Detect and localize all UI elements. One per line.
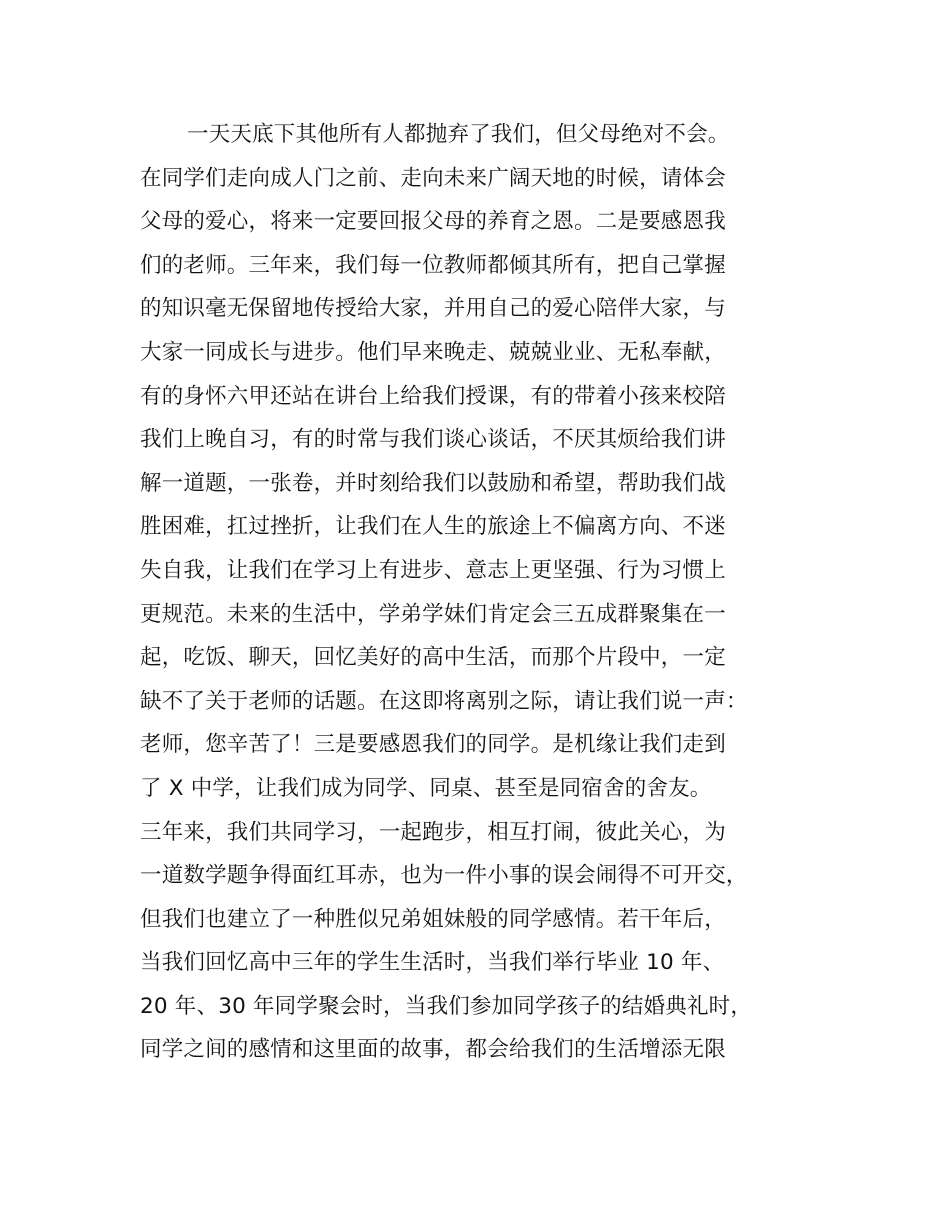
text-line: 当我们回忆高中三年的学生生活时，当我们举行毕业 10 年、 [140,950,725,976]
text-line: 大家一同成长与进步。他们早来晚走、兢兢业业、无私奉献， [140,339,726,365]
text-line: 更规范。未来的生活中，学弟学妹们肯定会三五成群聚集在一 [140,601,726,627]
text-line: 在同学们走向成人门之前、走向未来广阔天地的时候，请体会 [140,165,726,191]
text-line: 一天天底下其他所有人都抛弃了我们，但父母绝对不会。 [187,122,730,147]
text-line: 有的身怀六甲还站在讲台上给我们授课，有的带着小孩来校陪 [140,383,726,409]
text-line: 们的老师。三年来，我们每一位教师都倾其所有，把自己掌握 [140,252,726,278]
text-line: 老师，您辛苦了！三是要感恩我们的同学。是机缘让我们走到 [140,732,726,758]
text-line: 父母的爱心，将来一定要回报父母的养育之恩。二是要感恩我 [140,209,726,235]
text-line: 起，吃饭、聊天，回忆美好的高中生活，而那个片段中，一定 [140,645,726,671]
text-line: 我们上晚自习，有的时常与我们谈心谈话，不厌其烦给我们讲 [140,427,726,453]
text-line: 缺不了关于老师的话题。在这即将离别之际，请让我们说一声： [140,688,748,714]
text-line: 的知识毫无保留地传授给大家，并用自己的爱心陪伴大家，与 [140,296,726,322]
text-line: 三年来，我们共同学习，一起跑步，相互打闹，彼此关心，为 [140,819,726,845]
text-line: 失自我，让我们在学习上有进步、意志上更坚强、行为习惯上 [140,557,726,583]
text-line: 解一道题，一张卷，并时刻给我们以鼓励和希望，帮助我们战 [140,470,726,496]
text-line: 胜困难，扛过挫折，让我们在人生的旅途上不偏离方向、不迷 [140,514,726,540]
text-line: 但我们也建立了一种胜似兄弟姐妹般的同学感情。若干年后， [140,906,726,932]
text-line: 同学之间的感情和这里面的故事，都会给我们的生活增添无限 [140,1037,726,1063]
text-line: 了 X 中学，让我们成为同学、同桌、甚至是同宿舍的舍友。 [140,775,712,801]
body-paragraph [140,113,840,1072]
text-line: 一道数学题争得面红耳赤，也为一件小事的误会闹得不可开交， [140,863,748,889]
text-line: 20 年、30 年同学聚会时，当我们参加同学孩子的结婚典礼时， [140,993,753,1019]
